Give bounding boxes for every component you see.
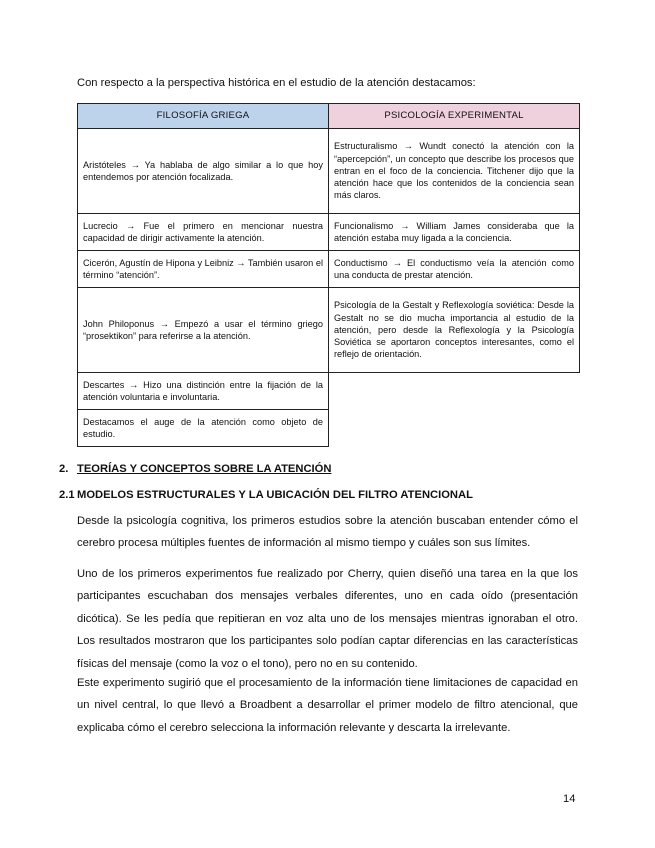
intro-text: Con respecto a la perspectiva histórica en el estudio de la atención destacamos: xyxy=(77,77,476,89)
cell-funcionalismo: Funcionalismo → William James consideraba que la atención estaba muy ligada a la conciencia. xyxy=(329,214,580,251)
empty-cell xyxy=(329,373,580,410)
cell-descartes: Descartes → Hizo una distinción entre la fijación de la atención voluntaria e involuntaria. xyxy=(78,373,329,410)
paragraph-2: Uno de los primeros experimentos fue realizado por Cherry, quien diseñó una tarea en la que los participantes escuchaban dos mensajes verbales diferentes, uno en cada oído (presentación dicótica). Se les pedía que repitieran en voz alta uno de los mensajes mientras ignoraban el otro. Los resultados mostraron que los participantes solo podían captar diferencias en las características físicas del mensaje (como la voz o el tono), pero no en su contenido. xyxy=(77,568,578,670)
history-table xyxy=(77,103,580,447)
cell-aristoteles: Aristóteles → Ya hablaba de algo similar a lo que hoy entendemos por atención focalizada. xyxy=(78,129,329,214)
section-2-heading xyxy=(59,463,331,475)
paragraph-3: Este experimento sugirió que el procesamiento de la información tiene limitaciones de capacidad en un nivel central, lo que llevó a Broadbent a desarrollar el primer modelo de filtro atencional, que explicaba cómo el cerebro selecciona la información relevante y descarta la irrelevante. xyxy=(77,677,578,734)
header-greek-philosophy: FILOSOFÍA GRIEGA xyxy=(78,104,329,129)
table-row xyxy=(78,251,580,288)
table-row xyxy=(78,373,580,410)
cell-conductismo: Conductismo → El conductismo veía la atención como una conducta de prestar atención. xyxy=(329,251,580,288)
cell-ciceron: Cicerón, Agustín de Hipona y Leibniz → También usaron el término “atención”. xyxy=(78,251,329,288)
section-2-title: TEORÍAS Y CONCEPTOS SOBRE LA ATENCIÓN xyxy=(77,463,332,475)
table-row xyxy=(78,410,580,447)
section-2-1-title: MODELOS ESTRUCTURALES Y LA UBICACIÓN DEL FILTRO ATENCIONAL xyxy=(77,489,473,501)
section-2-1-number: 2.1 xyxy=(59,489,75,501)
table-row xyxy=(78,129,580,214)
table-row xyxy=(78,214,580,251)
cell-destacamos: Destacamos el auge de la atención como objeto de estudio. xyxy=(78,410,329,447)
cell-lucrecio: Lucrecio → Fue el primero en mencionar nuestra capacidad de dirigir activamente la atención. xyxy=(78,214,329,251)
paragraph-1: Desde la psicología cognitiva, los primeros estudios sobre la atención buscaban entender cómo el cerebro procesa múltiples fuentes de información al mismo tiempo y cuáles son sus límites. xyxy=(77,515,578,550)
table-row xyxy=(78,288,580,373)
cell-philoponus: John Philoponus → Empezó a usar el término griego “prosektikon” para referirse a la atención. xyxy=(78,288,329,373)
table-header-row xyxy=(78,104,580,129)
cell-gestalt: Psicología de la Gestalt y Reflexología soviética: Desde la Gestalt no se dio mucha importancia al estudio de la atención, pero desde la Reflexología y la Psicología Soviética se aportaron conceptos interesantes, como el reflejo de orientación. xyxy=(329,288,580,373)
cell-estructuralismo: Estructuralismo → Wundt conectó la atención con la “apercepción”, un concepto que describe los procesos que entran en el foco de la conciencia. Titchener dijo que la atención hace que los contenidos de la conciencia sean más claros. xyxy=(329,129,580,214)
section-2-number: 2. xyxy=(59,463,69,475)
header-experimental-psychology: PSICOLOGÍA EXPERIMENTAL xyxy=(329,104,580,129)
section-2-1-heading xyxy=(59,489,473,501)
empty-cell xyxy=(329,410,580,447)
page-number: 14 xyxy=(563,793,576,805)
